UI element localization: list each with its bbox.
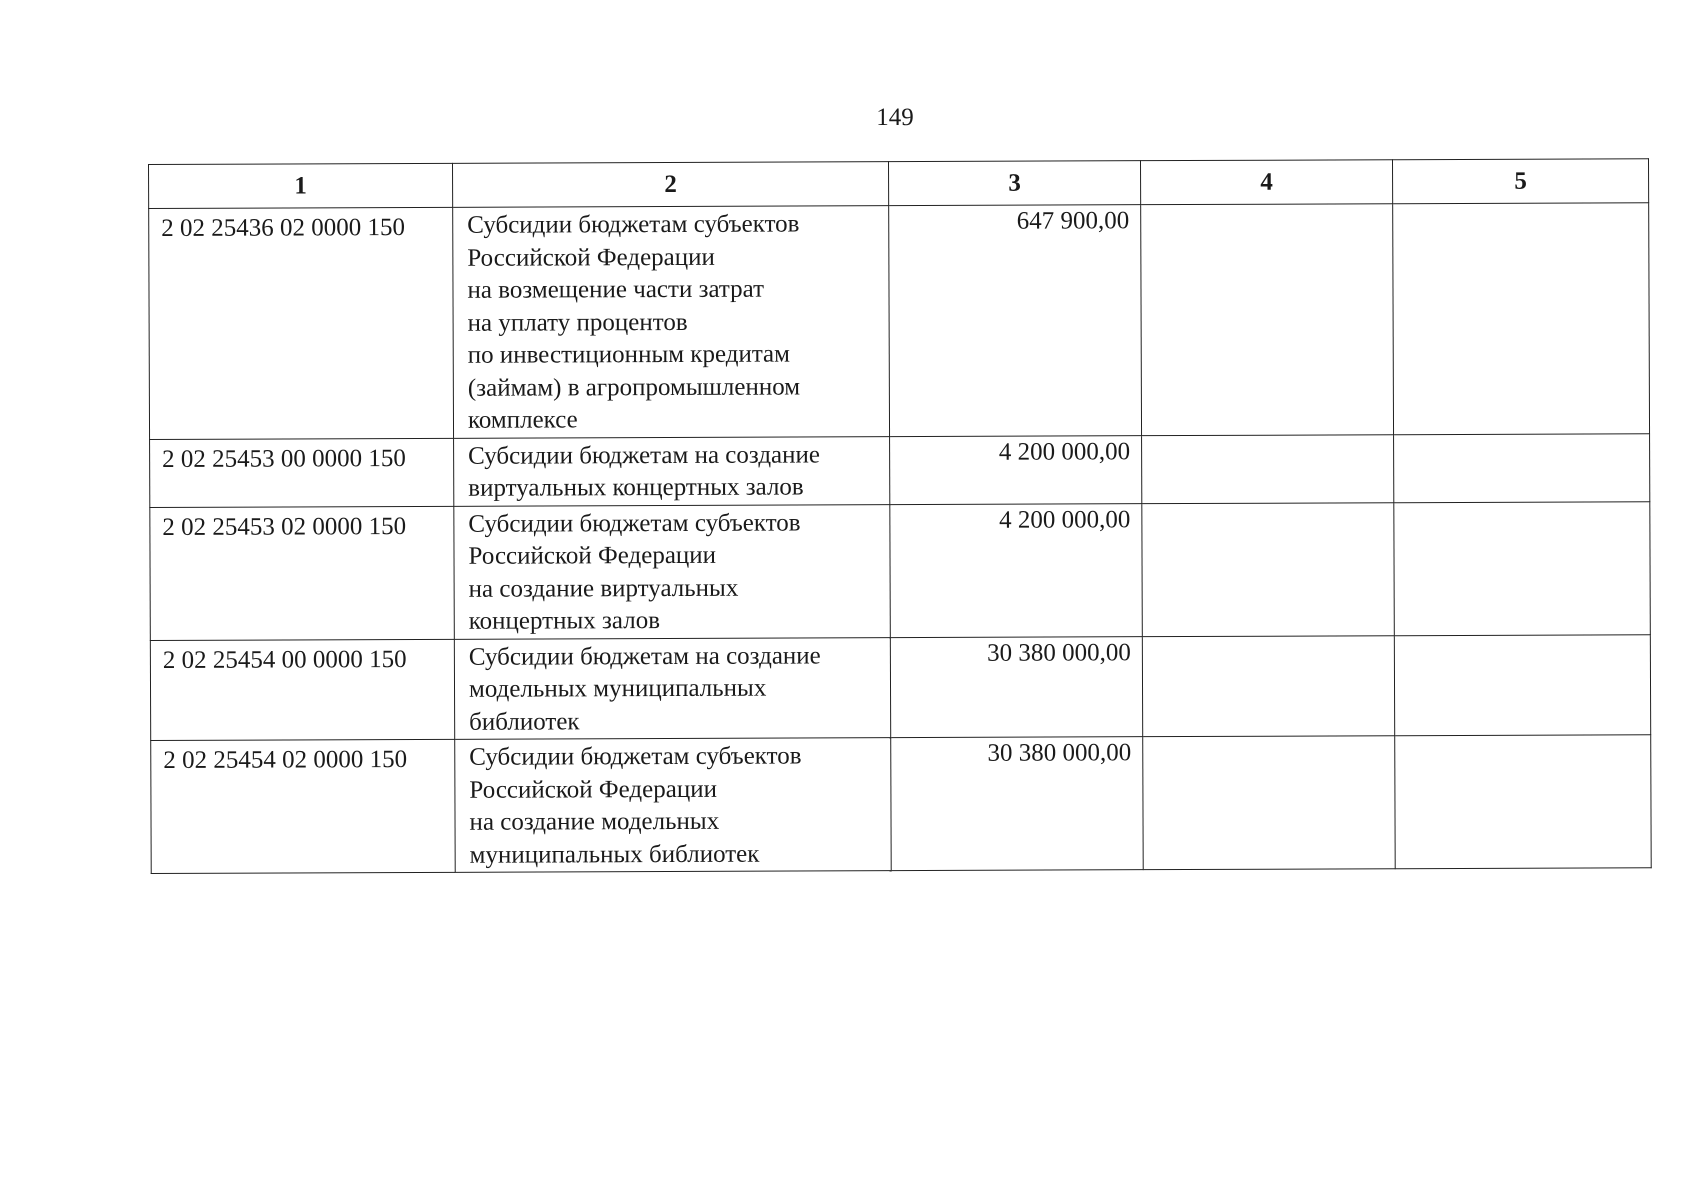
description-line: концертных залов [468,607,661,635]
description-line: Субсидии бюджетам субъектов [467,210,800,239]
table-row [150,433,1650,507]
column-4-cell [1142,502,1395,636]
header-cell-1: 1 [149,163,453,208]
description-line: (займам) в агропромышленном [467,372,801,402]
column-4-cell [1143,736,1396,870]
page-number: 149 [876,104,914,131]
table-header-row [149,159,1649,209]
column-5-cell [1394,433,1650,502]
column-5-cell [1395,735,1652,869]
amount-cell: 30 380 000,00 [890,636,1142,737]
description-cell [454,504,891,639]
table-row [151,735,1651,874]
table-row [150,634,1650,740]
amount-cell: 4 200 000,00 [890,503,1143,637]
description-cell [454,436,890,506]
column-5-cell [1394,634,1650,735]
budget-code-cell: 2 02 25436 02 0000 150 [149,207,454,439]
amount-cell: 30 380 000,00 [891,737,1144,871]
header-cell-3: 3 [888,161,1140,206]
column-4-cell [1141,204,1394,435]
amount-cell: 4 200 000,00 [890,435,1142,504]
description-line: Субсидии бюджетам на создание [468,641,821,671]
description-line: Российской Федерации [469,775,717,804]
description-line: на возмещение части затрат [467,275,765,304]
description-line: на уплату процентов [467,308,688,337]
description-line: Субсидии бюджетам на создание [468,440,821,470]
description-cell [454,637,890,739]
budget-code-cell: 2 02 25453 02 0000 150 [150,506,455,640]
table-body [149,203,1652,874]
description-line: на создание модельных [469,807,720,836]
budget-table [148,158,1652,874]
budget-code-cell: 2 02 25454 02 0000 150 [151,739,456,873]
amount-cell: 647 900,00 [889,205,1142,436]
column-4-cell [1142,635,1394,736]
table-row [149,203,1650,439]
description-line: по инвестиционным кредитам [467,340,791,369]
description-line: Субсидии бюджетам субъектов [469,742,802,771]
description-line: на создание виртуальных [468,574,739,603]
description-line: модельных муниципальных [468,674,767,703]
description-cell [453,206,890,438]
header-cell-5: 5 [1392,159,1648,204]
description-line: Субсидии бюджетам субъектов [468,508,801,538]
description-line: муниципальных библиотек [469,840,760,869]
budget-code-cell: 2 02 25453 00 0000 150 [150,438,454,507]
description-line: библиотек [469,707,580,736]
column-5-cell [1393,203,1650,434]
table-row [150,501,1650,640]
header-cell-4: 4 [1140,160,1392,205]
column-5-cell [1394,501,1651,635]
description-line: Российской Федерации [467,243,715,272]
description-line: виртуальных концертных залов [468,473,804,502]
header-cell-2: 2 [452,162,888,208]
column-4-cell [1142,434,1394,503]
description-cell [455,738,892,873]
budget-code-cell: 2 02 25454 00 0000 150 [150,639,454,741]
description-line: Российской Федерации [468,541,717,570]
description-line: комплексе [467,406,578,434]
